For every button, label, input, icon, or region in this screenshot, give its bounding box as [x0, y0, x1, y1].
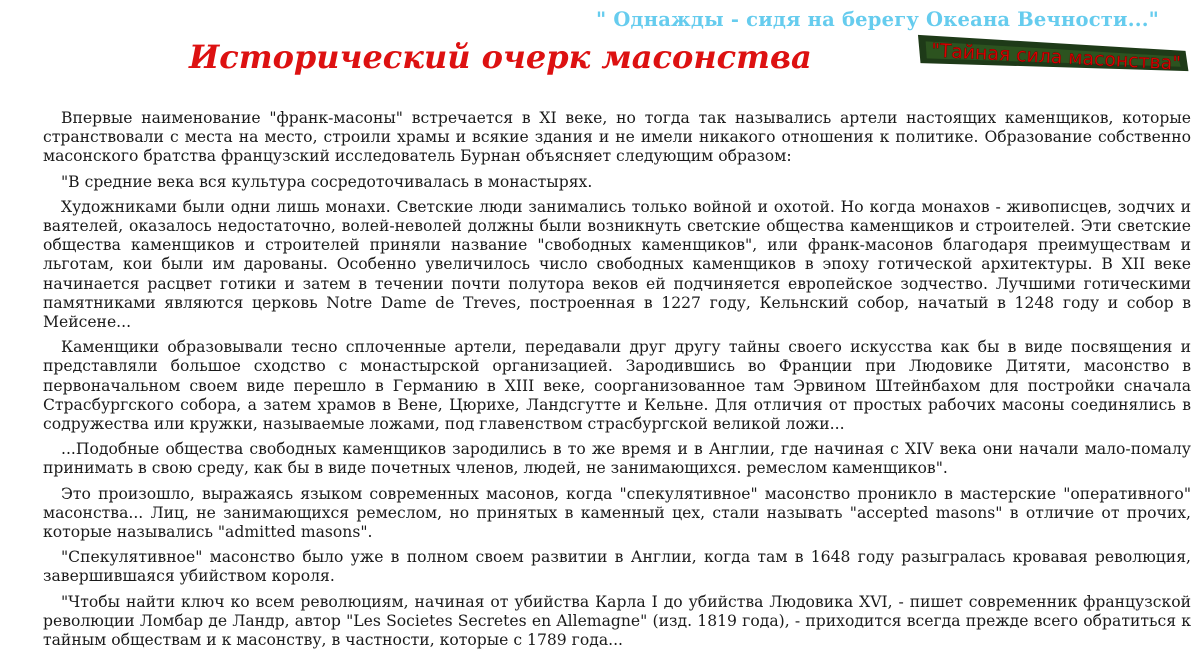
svg-text:"Тайная сила масонства": "Тайная сила масонства": [930, 39, 1184, 75]
article-paragraph: Впервые наименование "франк-масоны" встречается в XI веке, но тогда так назывались артели настоящих каменщиков, которые странствовали с места на место, строили храмы и всякие здания и не имели никакого отношения к политике. Образование собственно масонского братства французский исследователь Бурнан объясняет следующим образом:: [43, 109, 1191, 166]
article-body: [43, 109, 1191, 656]
article-paragraph: "Чтобы найти ключ ко всем революциям, начиная от убийства Карла I до убийства Людовика XVI, - пишет современник французской революции Ломбар де Ландр, автор "Les Societes Secretes en Allemagne" (изд. 1819 года), - приходится всегда прежде всего обратиться к тайным обществам и к масонству, в частности, которые с 1789 года...: [43, 592, 1191, 650]
article-paragraph: "В средние века вся культура сосредоточивалась в монастырях.: [61, 172, 593, 191]
article-paragraph: Каменщики образовывали тесно сплоченные артели, передавали друг другу тайны своего искусства как бы в виде посвящения и представляли большое сходство с монастырской организацией. Зародившись во Франции при Людовике Дитяти, масонство в первоначальном своем виде перешло в Германию в XIII веке, соорганизованное там Эрвином Штейнбахом для постройки сначала Страсбургского собора, а затем храмов в Вене, Цюрихе, Ландсгутте и Кельне. Для отличия от простых рабочих масоны соединялись в содружества или кружки, называемые ложами, под главенством страсбургской великой ложи...: [43, 338, 1191, 434]
article-paragraph: Это произошло, выражаясь языком современных масонов, когда "спекулятивное" масонство проникло в мастерские "оперативного" масонства... Лиц, не занимающихся ремеслом, но принятых в каменный цех, стали называть "accepted masons" в отличие от прочих, которые назывались "admitted masons".: [43, 484, 1191, 542]
header-motto: " Однажды - сидя на берегу Океана Вечности...": [596, 8, 1160, 31]
article-paragraph: "Спекулятивное" масонство было уже в полном своем развитии в Англии, когда там в 1648 году разыгралась кровавая революция, завершившаяся убийством короля.: [43, 548, 1191, 586]
page-title: Исторический очерк масонства: [189, 38, 812, 76]
secret-power-logo: [913, 34, 1193, 80]
article-paragraph: ...Подобные общества свободных каменщиков зародились в то же время и в Англии, где начиная с XIV века они начали мало-помалу принимать в свою среду, как бы в виде почетных членов, людей, не занимающихся. ремеслом каменщиков".: [43, 440, 1191, 478]
article-paragraph: Художниками были одни лишь монахи. Светские люди занимались только войной и охотой. Но когда монахов - живописцев, зодчих и ваятелей, оказалось недостаточно, волей-неволей должны были возникнуть светские общества каменщиков и строителей. Эти светские общества каменщиков и строителей приняли название "свободных каменщиков", или франк-масонов благодаря преимуществам и льготам, кои были им дарованы. Особенно увеличилось число свободных каменщиков в эпоху готической архитектуры. В XII веке начинается расцвет готики и затем в течении почти полутора веков ей подчиняется европейское зодчество. Лучшими готическими памятниками являются церковь Notre Dame de Treves, построенная в 1227 году, Кельнский собор, начатый в 1248 году и собор в Мейсене...: [43, 197, 1191, 332]
